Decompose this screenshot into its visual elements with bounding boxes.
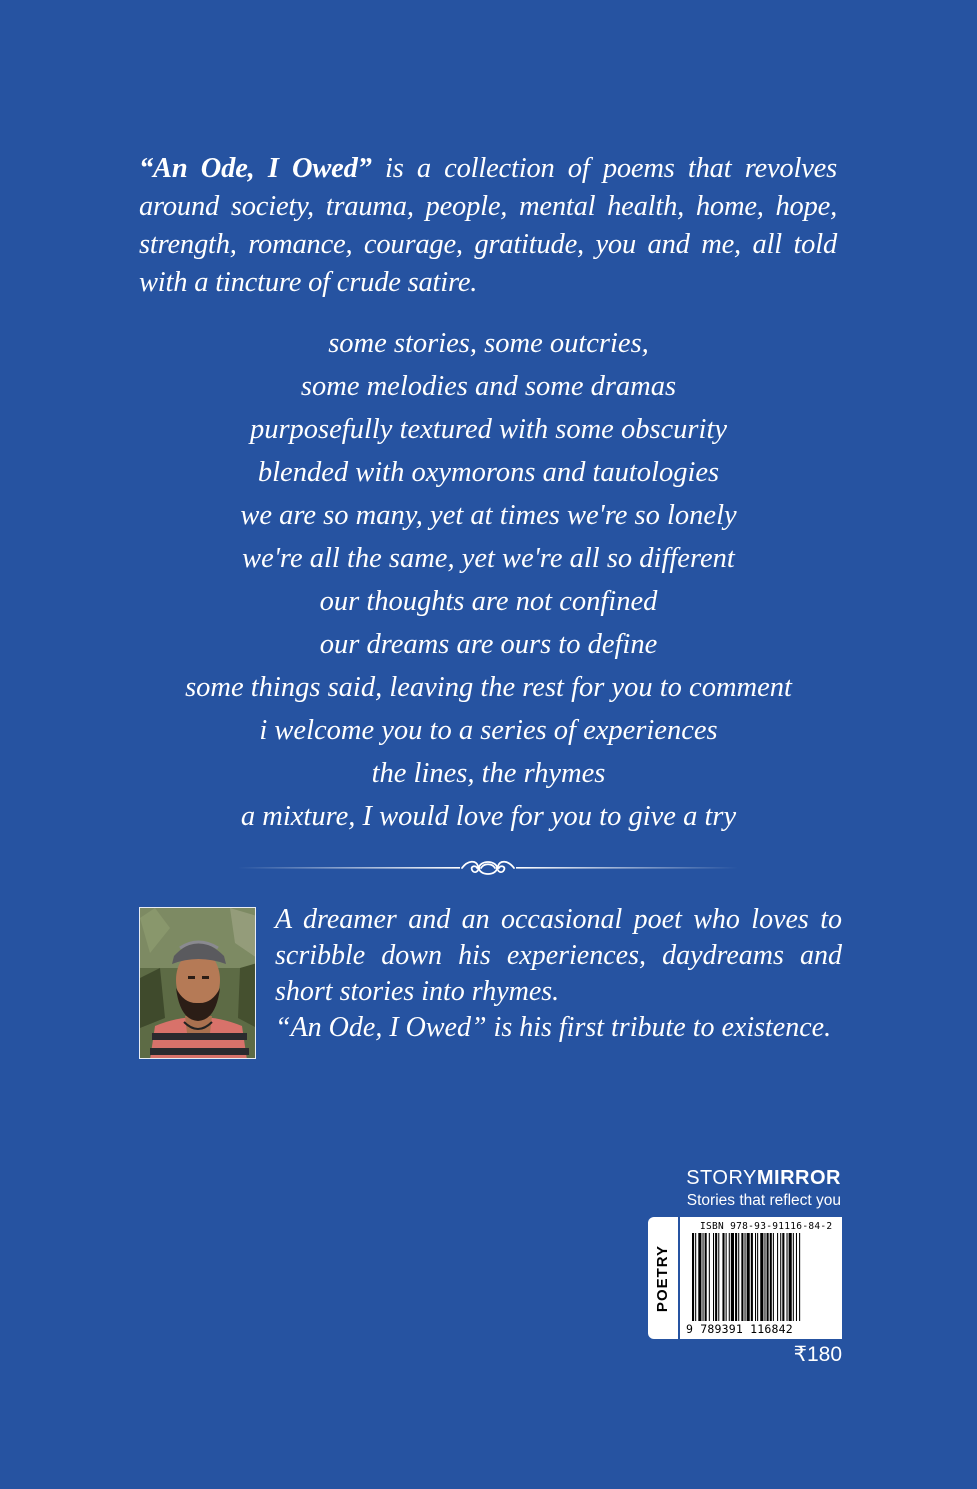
publisher-logo: STORYMIRROR	[686, 1167, 841, 1189]
poem-line: some stories, some outcries,	[328, 328, 649, 359]
barcode-box	[648, 1217, 842, 1339]
author-bio-paragraph: “An Ode, I Owed” is his first tribute to existence.	[275, 1012, 832, 1043]
isbn-label: ISBN 978-93-91116-84-2	[700, 1221, 833, 1232]
author-bio	[275, 902, 842, 1046]
poem-line: i welcome you to a series of experiences	[259, 715, 718, 746]
publisher-brand	[600, 1166, 841, 1212]
author-photo	[139, 907, 256, 1059]
poem-excerpt	[100, 322, 877, 838]
price-label: ₹180	[793, 1343, 842, 1366]
poem-line: our dreams are ours to define	[319, 629, 658, 660]
publisher-tagline: Stories that reflect you	[686, 1192, 841, 1209]
poem-line: we are so many, yet at times we're so lonely	[240, 500, 737, 531]
poem-line: purposefully textured with some obscurity	[249, 414, 728, 445]
book-blurb	[139, 150, 837, 302]
poem-line: we're all the same, yet we're all so different	[242, 543, 735, 574]
poem-line: blended with oxymorons and tautologies	[257, 457, 720, 488]
ornamental-divider	[238, 854, 738, 882]
barcode-image	[688, 1233, 838, 1323]
poem-line: our thoughts are not confined	[319, 586, 658, 617]
book-title: “An Ode, I Owed”	[139, 153, 372, 184]
poem-line: the lines, the rhymes	[371, 758, 606, 789]
author-bio-paragraph: A dreamer and an occasional poet who loves to scribble down his experiences, daydreams and short stories into rhymes.	[275, 904, 842, 1007]
blurb-text: is a collection of poems that revolves around society, trauma, people, mental health, home, hope, strength, romance, courage, gratitude, you and me, all told with a tincture of crude satire.	[139, 153, 837, 298]
divider-rule	[678, 1217, 680, 1339]
poem-line: a mixture, I would love for you to give a try	[240, 801, 737, 832]
poem-line: some things said, leaving the rest for you to comment	[185, 672, 792, 703]
genre-label: POETRY	[654, 1244, 672, 1312]
barcode-digits: 9 789391 116842	[686, 1322, 793, 1336]
poem-line: some melodies and some dramas	[300, 371, 677, 402]
